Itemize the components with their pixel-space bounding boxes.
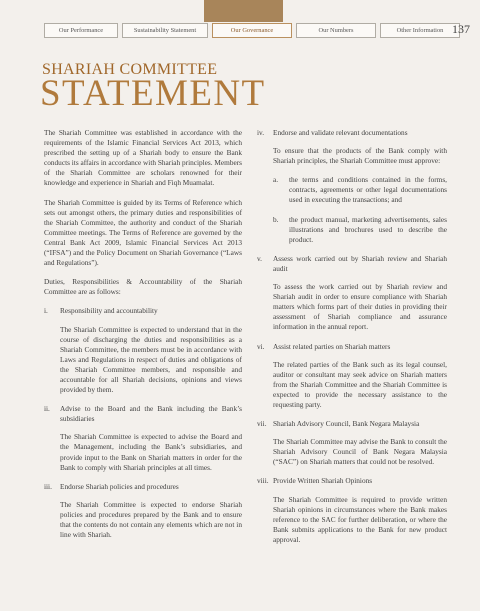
- duty-item: [257, 128, 447, 138]
- tab-our-governance[interactable]: Our Governance: [212, 23, 292, 38]
- duty-item: [44, 482, 242, 492]
- page-title-line2: STATEMENT: [40, 73, 266, 114]
- duty-number: v.: [257, 253, 262, 263]
- duty-title: Advise to the Board and the Bank including the Bank’s subsidiaries: [60, 404, 242, 424]
- terms-of-reference-paragraph: The Shariah Committee is guided by its Terms of Reference which sets out amongst others, the primary duties and responsibilities of the Shariah Committee, the authority and conduct of the Shariah Committee meetings. The Terms of Reference are governed by the Central Bank Act 2009, Islamic Financial Services Act 2013 (“IFSA”) and the Policy Document on Shariah Governance (“Laws and Regulations”).: [44, 197, 242, 268]
- duty-item: [257, 476, 447, 486]
- duty-number: i.: [44, 306, 48, 316]
- duty-text: To ensure that the products of the Bank comply with Shariah principles, the Shariah Committee must approve:: [273, 146, 447, 166]
- duty-title: Responsibility and accountability: [60, 306, 158, 316]
- tab-our-numbers[interactable]: Our Numbers: [296, 23, 376, 38]
- duty-title: Endorse and validate relevant documentations: [273, 128, 408, 137]
- duty-number: ii.: [44, 404, 50, 414]
- page-title-line1: SHARIAH COMMITTEE: [42, 61, 218, 78]
- duty-number: vii.: [257, 419, 267, 429]
- duty-text: To assess the work carried out by Shariah review and Shariah audit in order to ensure compliance with Shariah matters which forms part of their duties in providing their assessment of Shariah compliance and assurance information in the annual report.: [273, 282, 447, 332]
- left-column: [44, 128, 242, 549]
- page-number: 137: [452, 22, 470, 36]
- tab-sustainability-statement[interactable]: Sustainability Statement: [122, 23, 208, 38]
- sub-item-label: a.: [273, 175, 279, 185]
- sub-item: [273, 175, 447, 205]
- sub-item-text: the product manual, marketing advertisements, sales illustrations and brochures used to describe the product.: [289, 214, 447, 244]
- duty-title: Provide Written Shariah Opinions: [273, 476, 373, 486]
- duty-title: Assist related parties on Shariah matters: [273, 341, 391, 351]
- duty-number: viii.: [257, 476, 269, 486]
- duty-title: Assess work carried out by Shariah review and Shariah audit: [273, 253, 447, 273]
- duty-title: Endorse Shariah policies and procedures: [60, 481, 179, 491]
- duty-title: Shariah Advisory Council, Bank Negara Malaysia: [273, 419, 420, 429]
- duty-text: The Shariah Committee is required to provide written Shariah opinions in circumstances where the Bank makes reference to the SAC for further deliberation, or where the Bank submits applications to the Bank for new product approval.: [273, 494, 447, 544]
- duties-intro: Duties, Responsibilities & Accountability of the Shariah Committee are as follows:: [44, 277, 242, 297]
- duty-item: [257, 342, 447, 352]
- duty-text: The Shariah Committee is expected to advise the Board and the Management, including the Bank’s subsidiaries, and provide input to the Bank on Shariah matters in order for the Bank to comply with Shariah principles at all times.: [60, 432, 242, 472]
- duty-item: [257, 419, 447, 429]
- tab-our-performance[interactable]: Our Performance: [44, 23, 118, 38]
- duty-number: vi.: [257, 341, 265, 351]
- duty-text: The Shariah Committee is expected to endorse Shariah policies and procedures prepared by the Bank and to ensure that the contents do not contain any elements which are not in line with Shariah.: [60, 499, 242, 540]
- sub-item-text: the terms and conditions contained in the forms, contracts, agreements or other legal documentations used in executing the transactions; and: [289, 175, 447, 205]
- duty-item: [257, 254, 447, 274]
- duty-text: The Shariah Committee may advise the Bank to consult the Shariah Advisory Council of Bank Negara Malaysia (“SAC”) on Shariah matters that could not be resolved.: [273, 437, 447, 467]
- right-column: [257, 128, 447, 554]
- top-navigation: [44, 23, 460, 38]
- duty-text: The related parties of the Bank such as its legal counsel, auditor or consultant may seek advice on Shariah matters from the Shariah Committee and the Shariah Committee is expected to provide the necessary assistance to the requesting party.: [273, 359, 447, 409]
- duty-number: iii.: [44, 481, 52, 491]
- duty-item: [44, 306, 242, 316]
- duty-number: iv.: [257, 128, 265, 137]
- sub-item-label: b.: [273, 214, 279, 224]
- tab-other-information[interactable]: Other Information: [380, 23, 460, 38]
- duty-item: [44, 404, 242, 424]
- active-tab-marker: [204, 0, 283, 22]
- intro-paragraph: The Shariah Committee was established in accordance with the requirements of the Islamic Financial Services Act 2013, which prescribed the setting up of a Shariah body to ensure the Bank conducts its affairs in accordance with Shariah principles. Members of the Shariah Committee are scholars renowned for their knowledge and experience in Shariah and Fiqh Muamalat.: [44, 128, 242, 188]
- sub-item: [273, 215, 447, 245]
- duty-text: The Shariah Committee is expected to understand that in the course of discharging the duties and responsibilities as a Shariah Committee, the members must be in accordance with Laws and Regulations in respect of duties and obligations of the Shariah Committee members, and responsible and accountable for all Shariah decisions, opinions and views provided by them.: [60, 324, 242, 395]
